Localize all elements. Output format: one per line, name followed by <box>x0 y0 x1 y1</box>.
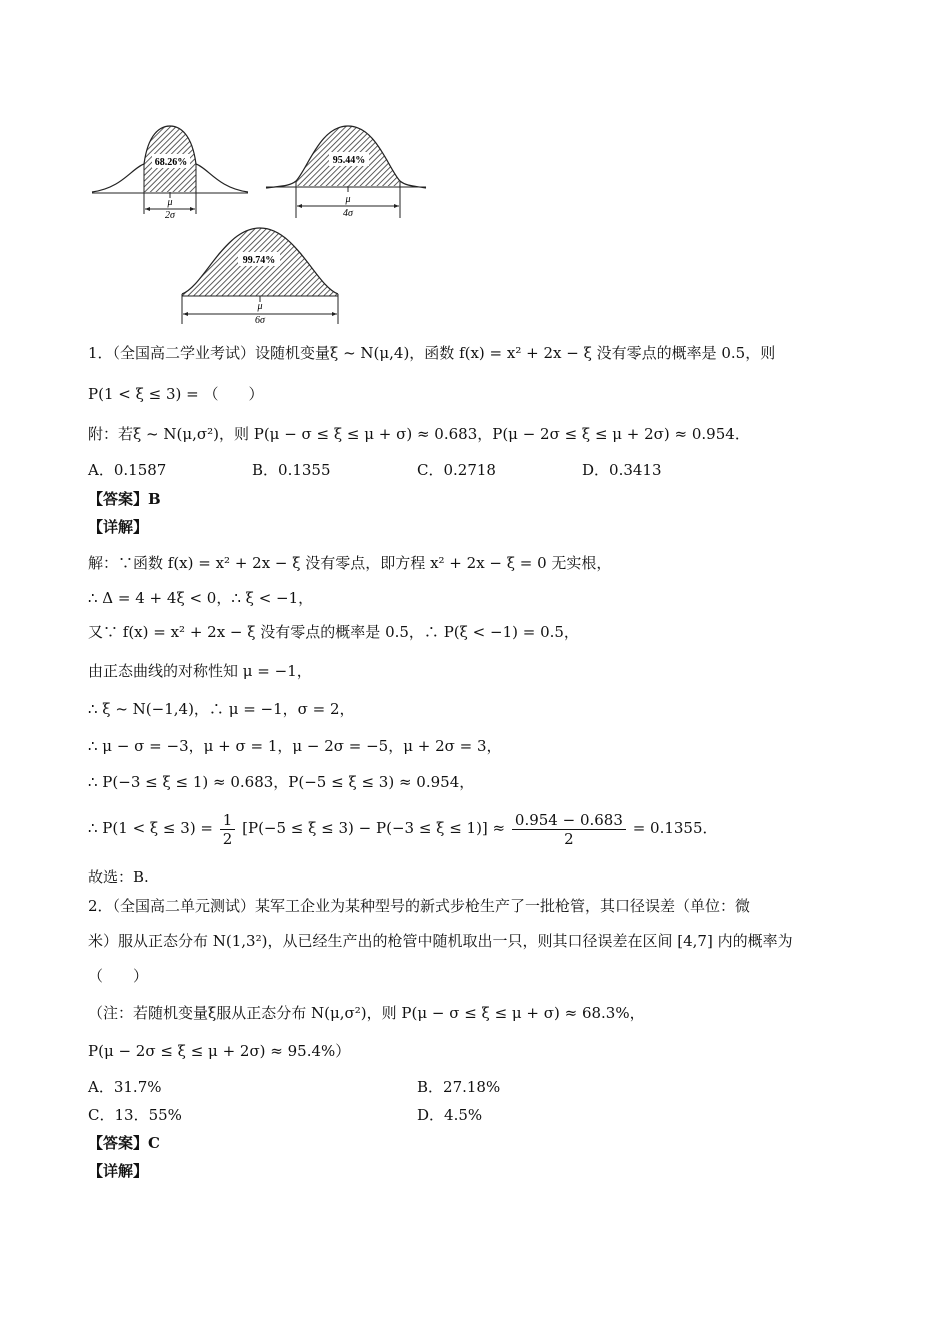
q2-option-b: B．27.18% <box>417 1078 501 1096</box>
fig3-width-label: 6σ <box>255 315 265 326</box>
fig2-width-label: 4σ <box>343 208 353 219</box>
q1-option-a: A．0.1587 <box>88 461 167 479</box>
fig2-percent-label: 95.44% <box>332 155 366 166</box>
q2-note-line1: （注：若随机变量ξ服从正态分布 N(μ,σ²)，则 P(μ − σ ≤ ξ ≤ μ + σ) ≈ 68.3%， <box>88 1004 645 1022</box>
q1-solution-line-5: ∴ ξ ~ N(−1,4)，∴ μ = −1，σ = 2， <box>88 700 355 718</box>
q1-option-b: B．0.1355 <box>252 461 331 479</box>
q1-final-frac1-den: 2 <box>222 829 233 848</box>
q2-option-c: C．13．55% <box>88 1106 182 1124</box>
q2-stem-line1: 2．（全国高二单元测试）某军工企业为某种型号的新式步枪生产了一批枪管，其口径误差（单位：微 <box>88 897 751 915</box>
normal-curves-svg <box>88 118 448 328</box>
q2-detail-header: 【详解】 <box>88 1162 149 1180</box>
fig2-mu-label: μ <box>345 194 351 205</box>
q2-option-a: A．31.7% <box>88 1078 162 1096</box>
q1-solution-final <box>88 808 718 848</box>
fig1-mu-label: μ <box>167 197 173 208</box>
curve-68-figure <box>92 126 248 221</box>
fig1-width-label: 2σ <box>165 210 175 221</box>
q2-stem-line3: （ ） <box>88 967 149 985</box>
q1-solution-line-2: ∴ Δ = 4 + 4ξ < 0，∴ ξ < −1， <box>88 589 314 607</box>
q1-detail-header: 【详解】 <box>88 518 149 536</box>
curve-99-figure <box>182 228 338 326</box>
normal-curve-figures <box>88 118 448 328</box>
q1-final-frac2-den: 2 <box>564 829 574 848</box>
q1-solution-line-6: ∴ μ − σ = −3，μ + σ = 1，μ − 2σ = −5，μ + 2σ = 3， <box>88 737 502 755</box>
q1-final-post: = 0.1355． <box>632 819 718 837</box>
q1-note: 附：若ξ ~ N(μ,σ²)，则 P(μ − σ ≤ ξ ≤ μ + σ) ≈ 0.683，P(μ − 2σ ≤ ξ ≤ μ + 2σ) ≈ 0.954． <box>88 425 750 443</box>
fig3-percent-label: 99.74% <box>242 255 276 266</box>
q1-final-frac1-num: 1 <box>220 811 236 830</box>
q1-final-mid: [P(−5 ≤ ξ ≤ 3) − P(−3 ≤ ξ ≤ 1)] ≈ <box>242 819 506 837</box>
q2-option-d: D．4.5% <box>417 1106 483 1124</box>
fig1-percent-label: 68.26% <box>154 157 188 168</box>
q1-option-d: D．0.3413 <box>582 461 662 479</box>
q2-stem-line2: 米）服从正态分布 N(1,3²)，从已经生产出的枪管中随机取出一只，则其口径误差在区间 [4,7] 内的概率为 <box>88 932 793 950</box>
q2-note-line2: P(μ − 2σ ≤ ξ ≤ μ + 2σ) ≈ 95.4%） <box>88 1042 351 1060</box>
q1-stem-line2: P(1 < ξ ≤ 3) = （ ） <box>88 385 264 403</box>
q1-stem-line1: 1．（全国高二学业考试）设随机变量ξ ~ N(μ,4)，函数 f(x) = x² + 2x − ξ 没有零点的概率是 0.5，则 <box>88 344 776 362</box>
curve-95-figure <box>266 126 426 219</box>
q1-final-fraction-diff <box>512 811 626 848</box>
q1-conclusion: 故选：B. <box>88 868 149 886</box>
q1-solution-line-1: 解：∵函数 f(x) = x² + 2x − ξ 没有零点，即方程 x² + 2x − ξ = 0 无实根， <box>88 554 612 572</box>
q1-solution-line-4: 由正态曲线的对称性知 μ = −1， <box>88 662 312 680</box>
q2-answer: 【答案】C <box>88 1134 160 1152</box>
q1-answer: 【答案】B <box>88 490 161 508</box>
q1-solution-line-3: 又∵ f(x) = x² + 2x − ξ 没有零点的概率是 0.5，∴ P(ξ < −1) = 0.5， <box>88 623 579 641</box>
q1-final-frac2-num: 0.954 − 0.683 <box>512 811 626 830</box>
q1-final-fraction-half <box>220 811 236 848</box>
q1-final-pre: ∴ P(1 < ξ ≤ 3) = <box>88 819 214 837</box>
q1-solution-line-7: ∴ P(−3 ≤ ξ ≤ 1) ≈ 0.683，P(−5 ≤ ξ ≤ 3) ≈ 0.954， <box>88 773 475 791</box>
q1-option-c: C．0.2718 <box>417 461 496 479</box>
fig3-mu-label: μ <box>257 301 263 312</box>
